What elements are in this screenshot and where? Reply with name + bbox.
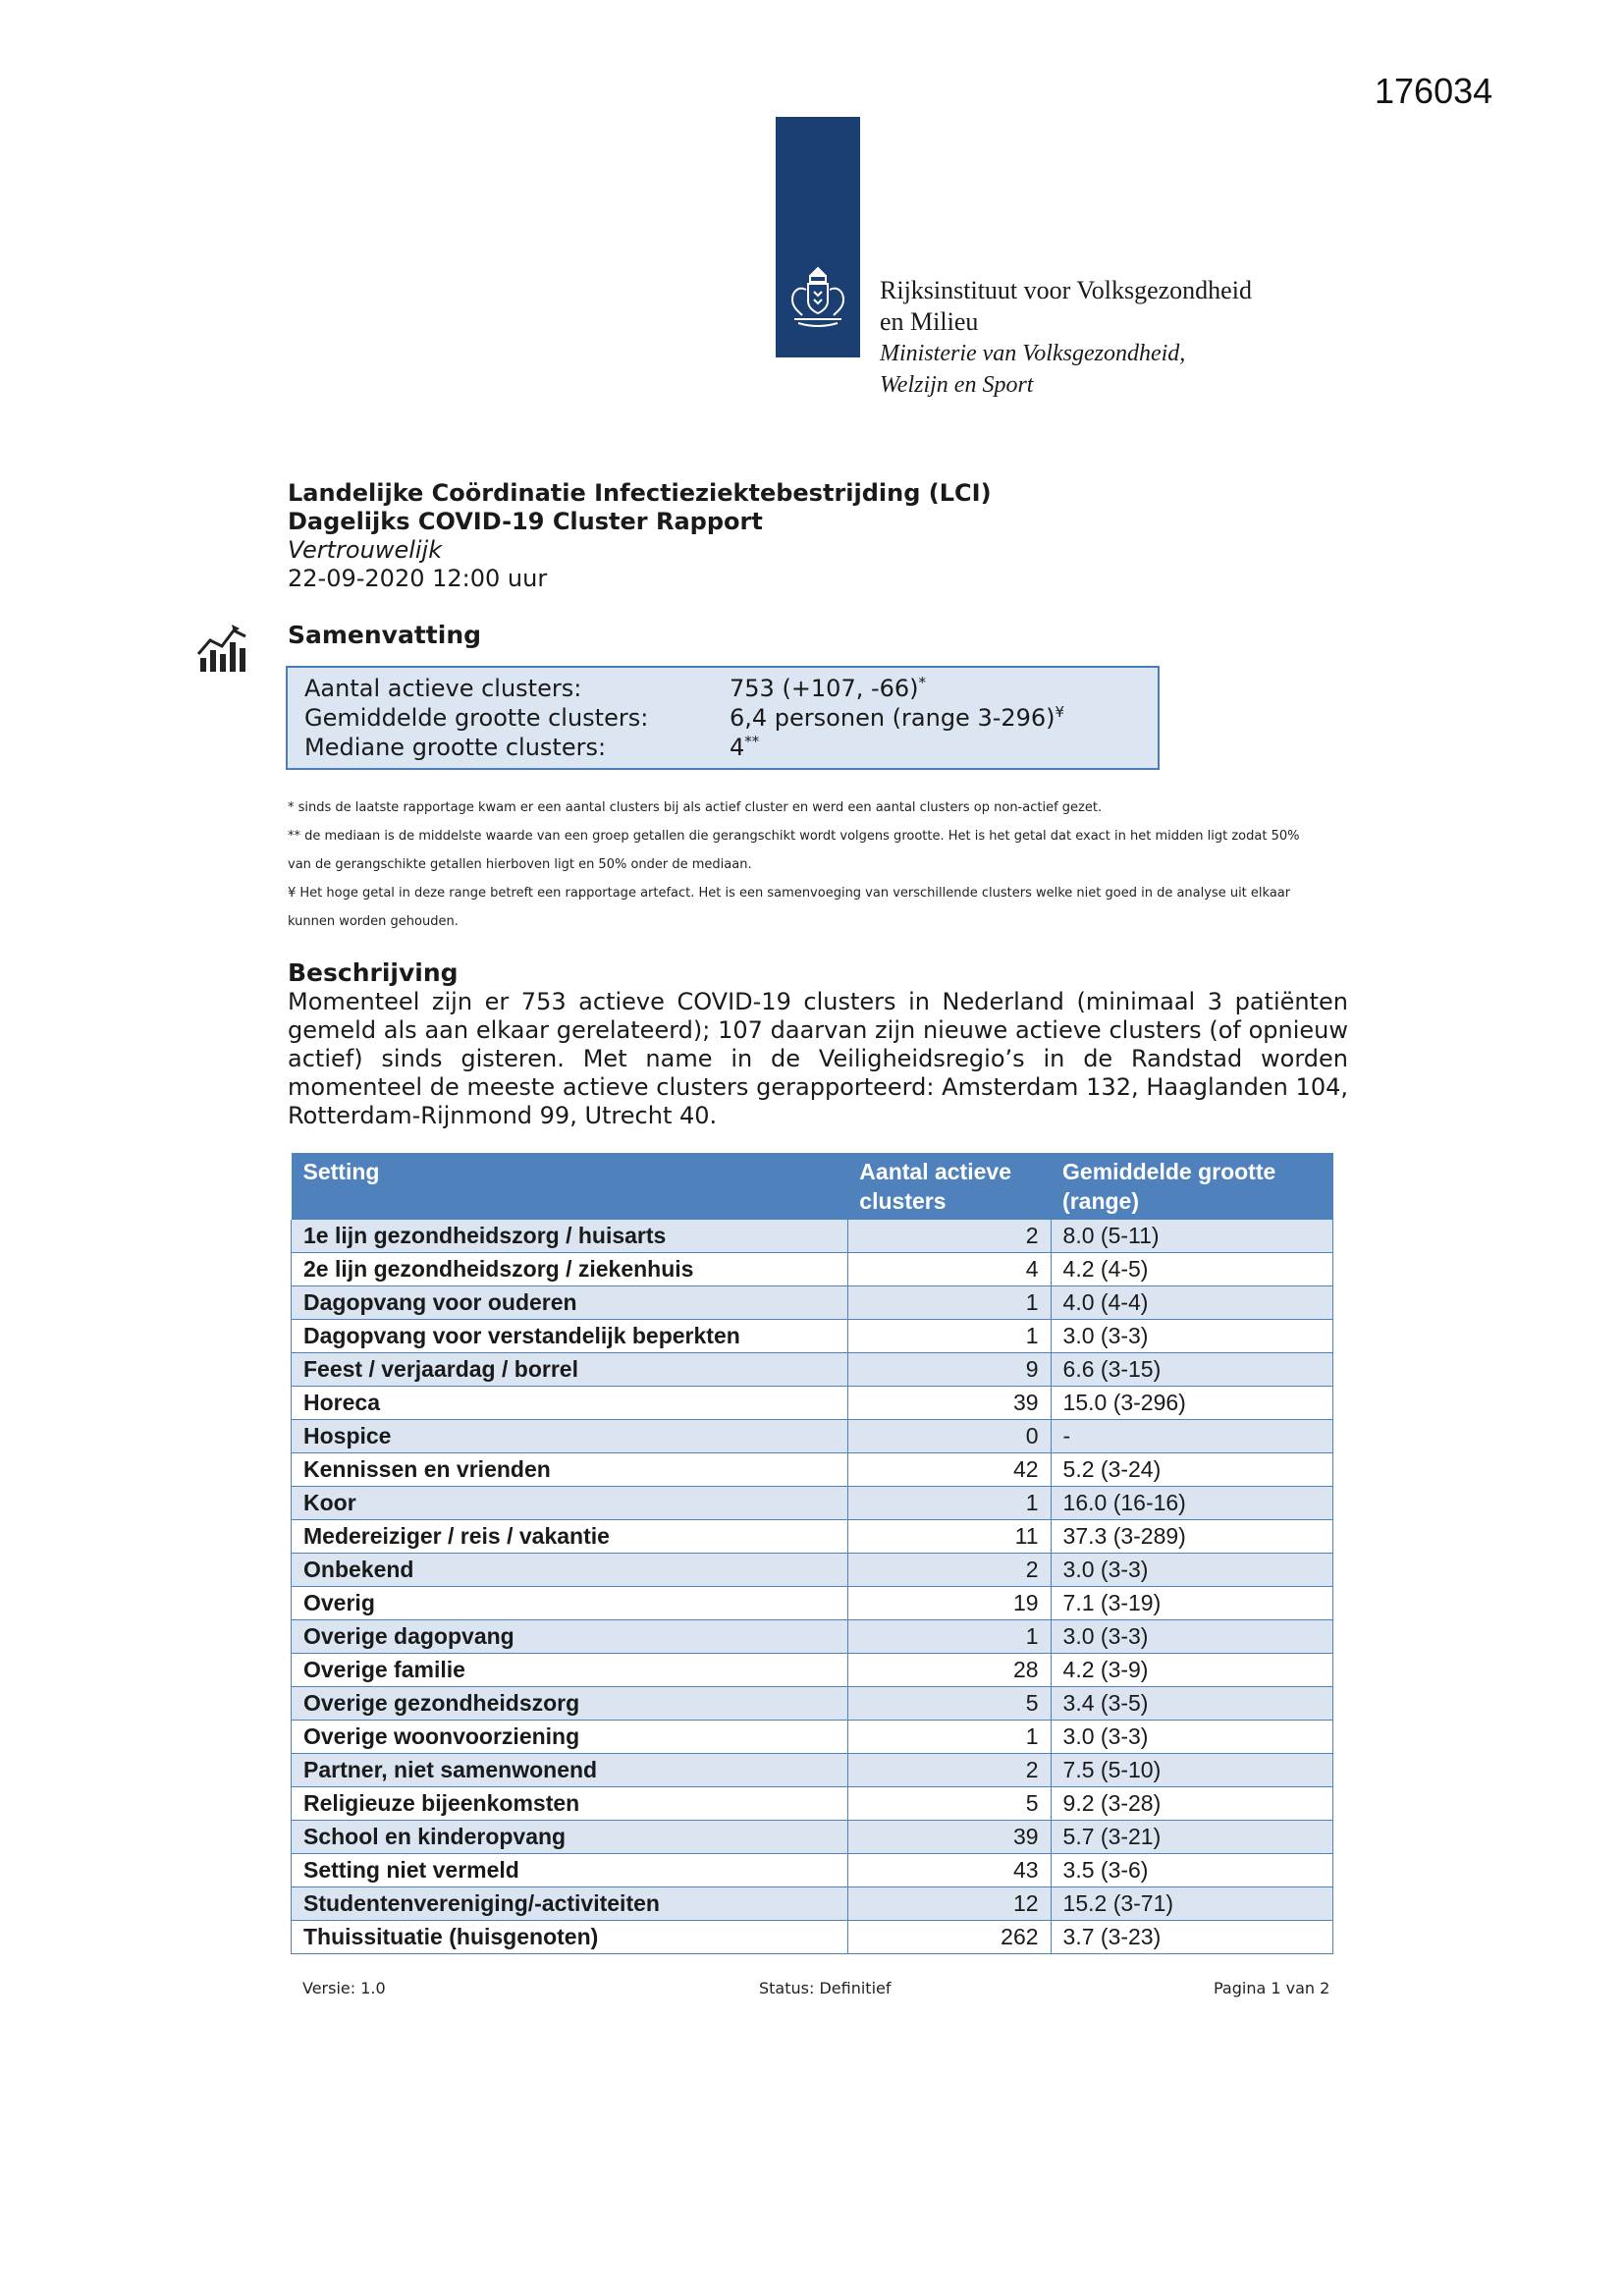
cell-average-size: 3.0 (3-3) [1051,1620,1332,1654]
cell-active-clusters: 0 [847,1420,1051,1453]
table-row [292,1687,1333,1721]
report-title: Dagelijks COVID-19 Cluster Rapport [288,508,763,535]
table-row [292,1520,1333,1554]
cell-average-size: 9.2 (3-28) [1051,1787,1332,1821]
cell-active-clusters: 2 [847,1220,1051,1253]
cell-setting: Medereiziger / reis / vakantie [292,1520,848,1554]
table-row [292,1353,1333,1387]
cell-active-clusters: 5 [847,1687,1051,1721]
cell-active-clusters: 39 [847,1821,1051,1854]
cell-setting: Hospice [292,1420,848,1453]
column-header-average-size: Gemiddelde grootte (range) [1051,1153,1332,1220]
cell-setting: Overig [292,1587,848,1620]
cell-active-clusters: 43 [847,1854,1051,1887]
cell-setting: Horeca [292,1387,848,1420]
cell-active-clusters: 42 [847,1453,1051,1487]
footnote-mark: * [918,674,927,691]
cell-setting: Koor [292,1487,848,1520]
cell-setting: Feest / verjaardag / borrel [292,1353,848,1387]
footnote: ¥ Het hoge getal in deze range betreft een rapportage artefact. Het is een samenvoeging van verschillende clusters welke niet goed in de analyse uit elkaar [288,886,1291,901]
cell-active-clusters: 1 [847,1320,1051,1353]
cell-average-size: 6.6 (3-15) [1051,1353,1332,1387]
footer-status: Status: Definitief [759,1979,892,1997]
logo-line-1: Rijksinstituut voor Volksgezondheid [880,276,1252,304]
cell-average-size: 4.2 (4-5) [1051,1253,1332,1286]
logo-line-4: Welzijn en Sport [880,372,1034,398]
cell-active-clusters: 11 [847,1520,1051,1554]
cell-setting: Studentenvereniging/-activiteiten [292,1887,848,1921]
summary-row-active-clusters [288,674,1158,703]
logo-line-2: en Milieu [880,307,979,336]
cell-setting: Overige woonvoorziening [292,1721,848,1754]
report-date: 22-09-2020 12:00 uur [288,565,548,592]
summary-label: Aantal actieve clusters: [304,675,582,702]
table-row [292,1854,1333,1887]
cell-average-size: 4.0 (4-4) [1051,1286,1332,1320]
cell-active-clusters: 1 [847,1487,1051,1520]
footnote: ** de mediaan is de middelste waarde van een groep getallen die gerangschikt wordt volgens grootte. Het is het getal dat exact in het midden ligt zodat 50% [288,829,1300,844]
cell-active-clusters: 262 [847,1921,1051,1954]
report-org-title: Landelijke Coördinatie Infectieziektebestrijding (LCI) [288,479,992,507]
table-row [292,1821,1333,1854]
report-header [288,479,992,593]
table-row [292,1887,1333,1921]
cell-setting: Religieuze bijeenkomsten [292,1787,848,1821]
table-row [292,1220,1333,1253]
cell-active-clusters: 1 [847,1721,1051,1754]
cell-active-clusters: 39 [847,1387,1051,1420]
table-header-row [292,1153,1333,1220]
cell-average-size: 3.0 (3-3) [1051,1721,1332,1754]
footnote-mark: ** [744,733,760,750]
cell-setting: Onbekend [292,1554,848,1587]
cell-active-clusters: 12 [847,1887,1051,1921]
cell-setting: Overige dagopvang [292,1620,848,1654]
cell-average-size: 3.0 (3-3) [1051,1554,1332,1587]
cell-setting: School en kinderopvang [292,1821,848,1854]
cell-average-size: 5.7 (3-21) [1051,1821,1332,1854]
table-row [292,1554,1333,1587]
table-row [292,1286,1333,1320]
cell-average-size: 3.7 (3-23) [1051,1921,1332,1954]
chart-trend-icon [196,625,247,674]
cell-setting: 1e lijn gezondheidszorg / huisarts [292,1220,848,1253]
cell-average-size: 5.2 (3-24) [1051,1453,1332,1487]
table-row [292,1654,1333,1687]
table-row [292,1787,1333,1821]
summary-row-average-size [288,703,1158,733]
cell-average-size: 8.0 (5-11) [1051,1220,1332,1253]
cell-active-clusters: 2 [847,1754,1051,1787]
table-row [292,1253,1333,1286]
organization-name [880,275,1252,401]
cell-active-clusters: 5 [847,1787,1051,1821]
footer-version: Versie: 1.0 [302,1979,386,1997]
table-row [292,1487,1333,1520]
cell-average-size: - [1051,1420,1332,1453]
cell-average-size: 4.2 (3-9) [1051,1654,1332,1687]
summary-value: 4** [730,733,760,761]
table-row [292,1453,1333,1487]
summary-row-median-size [288,733,1158,762]
table-row [292,1587,1333,1620]
cell-active-clusters: 19 [847,1587,1051,1620]
cell-average-size: 7.5 (5-10) [1051,1754,1332,1787]
footer-page-number: Pagina 1 van 2 [1214,1979,1330,1997]
footnote: kunnen worden gehouden. [288,914,459,929]
summary-value: 753 (+107, -66)* [730,674,927,702]
table-row [292,1721,1333,1754]
cell-setting: Setting niet vermeld [292,1854,848,1887]
cell-active-clusters: 2 [847,1554,1051,1587]
cell-average-size: 15.2 (3-71) [1051,1887,1332,1921]
cell-setting: Kennissen en vrienden [292,1453,848,1487]
cell-active-clusters: 4 [847,1253,1051,1286]
confidentiality-label: Vertrouwelijk [288,536,443,564]
footnote: van de gerangschikte getallen hierboven ligt en 50% onder de mediaan. [288,857,752,872]
description-title: Beschrijving [288,958,459,987]
cell-average-size: 3.0 (3-3) [1051,1320,1332,1353]
cell-average-size: 15.0 (3-296) [1051,1387,1332,1420]
summary-title: Samenvatting [288,621,482,649]
summary-label: Mediane grootte clusters: [304,734,607,761]
table-row [292,1420,1333,1453]
cell-average-size: 7.1 (3-19) [1051,1587,1332,1620]
cell-setting: Dagopvang voor ouderen [292,1286,848,1320]
table-row [292,1320,1333,1353]
summary-label: Gemiddelde grootte clusters: [304,704,649,732]
cluster-settings-table [291,1153,1333,1954]
cell-active-clusters: 1 [847,1286,1051,1320]
cell-setting: Thuissituatie (huisgenoten) [292,1921,848,1954]
cell-average-size: 37.3 (3-289) [1051,1520,1332,1554]
cell-active-clusters: 9 [847,1353,1051,1387]
cell-setting: Overige familie [292,1654,848,1687]
summary-box [286,666,1160,770]
table-row [292,1754,1333,1787]
cell-setting: Overige gezondheidszorg [292,1687,848,1721]
royal-coat-of-arms-icon [781,260,855,335]
cell-average-size: 3.5 (3-6) [1051,1854,1332,1887]
footnote-mark: ¥ [1055,703,1065,721]
cell-active-clusters: 28 [847,1654,1051,1687]
cell-active-clusters: 1 [847,1620,1051,1654]
cell-setting: Partner, niet samenwonend [292,1754,848,1787]
table-row [292,1387,1333,1420]
summary-value: 6,4 personen (range 3-296)¥ [730,703,1065,732]
description-text: Momenteel zijn er 753 actieve COVID-19 clusters in Nederland (minimaal 3 patiënten gemeld als aan elkaar gerelateerd); 107 daarvan zijn nieuwe actieve clusters (of opnieuw actief) sinds gisteren. Met name in de Veiligheidsregio’s in de Randstad worden momenteel de meeste actieve clusters gerapporteerd: Amsterdam 132, Haaglanden 104, Rotterdam-Rijnmond 99, Utrecht 40. [288,988,1348,1129]
table-row [292,1620,1333,1654]
logo-line-3: Ministerie van Volksgezondheid, [880,341,1186,366]
footnote: * sinds de laatste rapportage kwam er een aantal clusters bij als actief cluster en werd een aantal clusters op non-actief gezet. [288,800,1103,815]
document-number: 176034 [1375,71,1493,111]
column-header-setting: Setting [292,1153,848,1220]
column-header-active-clusters: Aantal actieve clusters [847,1153,1051,1220]
footnotes [288,793,1427,936]
cell-setting: Dagopvang voor verstandelijk beperkten [292,1320,848,1353]
cell-average-size: 3.4 (3-5) [1051,1687,1332,1721]
table-row [292,1921,1333,1954]
cell-average-size: 16.0 (16-16) [1051,1487,1332,1520]
cell-setting: 2e lijn gezondheidszorg / ziekenhuis [292,1253,848,1286]
